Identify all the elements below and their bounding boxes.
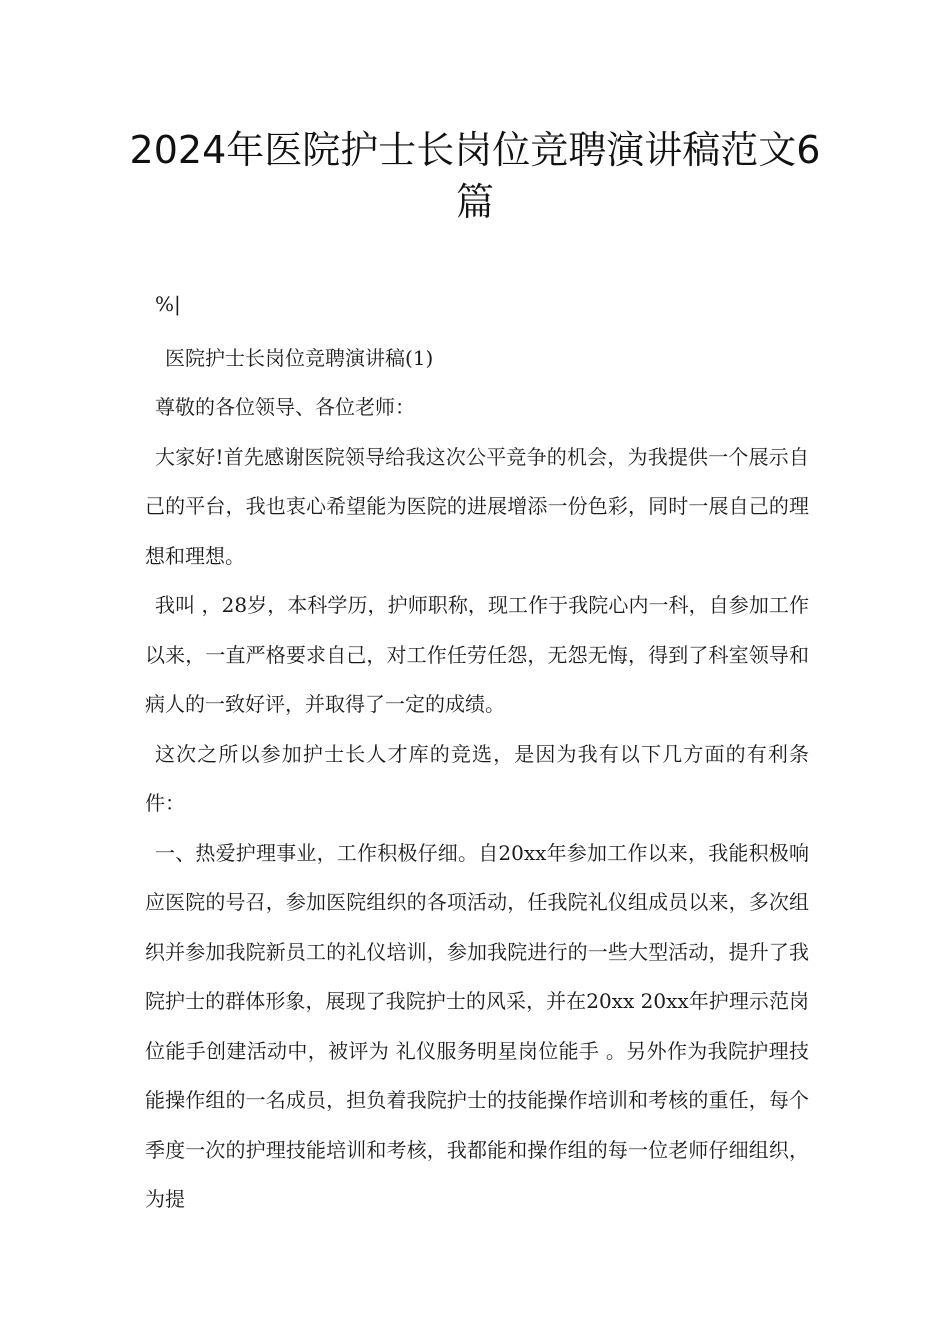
reason-paragraph: 这次之所以参加护士长人才库的竞选，是因为我有以下几方面的有利条件： <box>145 741 809 815</box>
section-mark: %| <box>155 292 181 316</box>
salutation-paragraph: 尊敬的各位领导、各位老师： <box>155 395 415 419</box>
self-introduction-paragraph: 我叫 ，28岁，本科学历，护师职称，现工作于我院心内一科，自参加工作以来，一直严格要求自己，对工作任劳任怨，无怨无悔，得到了科室领导和病人的一致好评，并取得了一定的成绩。 <box>145 593 809 716</box>
speech-subtitle: 医院护士长岗位竞聘演讲稿(1) <box>165 345 434 370</box>
document-title: 2024年医院护士长岗位竞聘演讲稿范文6篇 <box>129 128 821 224</box>
document-body <box>145 280 809 1225</box>
greeting-paragraph: 大家好!首先感谢医院领导给我这次公平竞争的机会，为我提供一个展示自己的平台，我也衷心希望能为医院的进展增添一份色彩，同时一展自己的理想和理想。 <box>145 444 809 568</box>
point-one-paragraph: 一、热爱护理事业，工作积极仔细。自20xx年参加工作以来，我能积极响应医院的号召，参加医院组织的各项活动，任我院礼仪组成员以来，多次组织并参加我院新员工的礼仪培训，参加我院进行的一些大型活动，提升了我院护士的群体形象，展现了我院护士的风采，并在20xx 20xx年护理示范岗位能手创建活动中，被评为 礼仪服务明星岗位能手 。另外作为我院护理技能操作组的一名成员，担负着我院护士的技能操作培训和考核的重任，每个季度一次的护理技能培训和考核，我都能和操作组的每一位老师仔细组织，为提 <box>145 840 809 1211</box>
